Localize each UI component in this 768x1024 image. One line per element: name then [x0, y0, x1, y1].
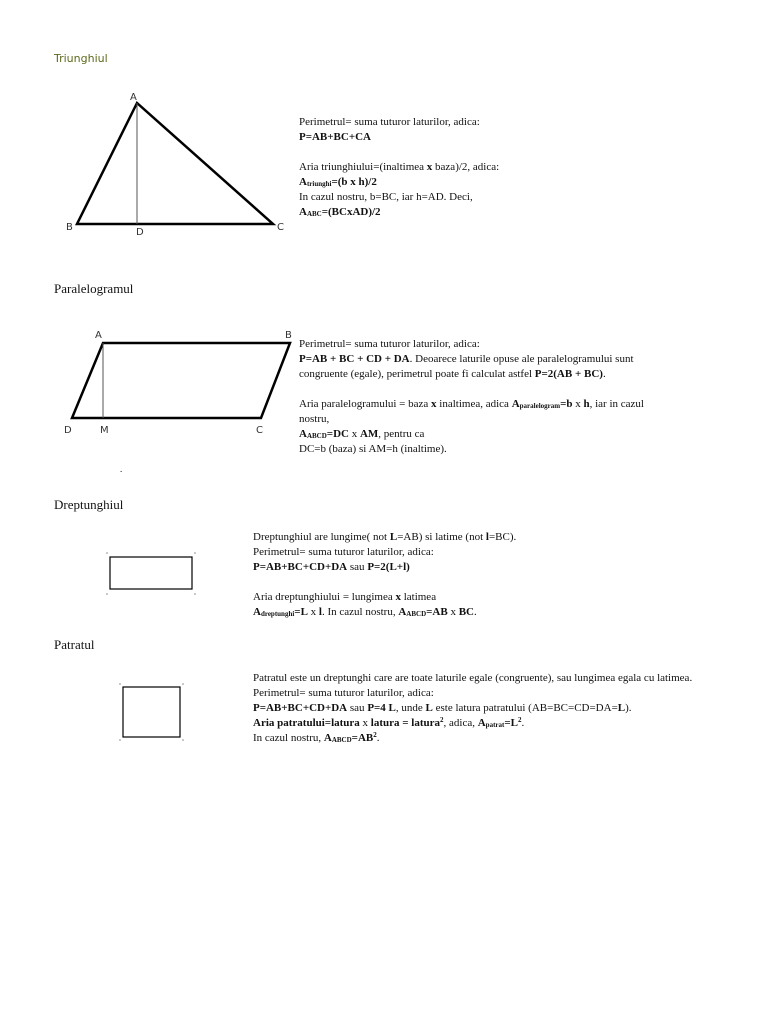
triangle-area-formula: $A_{triunghi}=(b$ x h)/2: [299, 176, 377, 188]
triangle-area-definition: Aria triunghiului=(inaltimea: [299, 161, 427, 173]
rectangle-shape: [110, 557, 192, 589]
triangle-perimeter-formula: P=AB+BC+CA: [299, 131, 371, 143]
rectangle-perimeter-formula: P=AB+BC+CD+DA sau P=2(L+l): [253, 561, 410, 573]
parallelogram-area-definition: Aria paralelogramului = baza: [299, 398, 432, 410]
parallelogram-label-c: C: [256, 425, 263, 436]
triangle-label-a: A: [130, 92, 137, 103]
triangle-figure: [60, 85, 300, 245]
square-perimeter-formula: P=AB+BC+CD+DA sau P=4 L, unde L este latura patratului (AB=BC=CD=DA=L).: [253, 702, 632, 714]
square-heading: Patratul: [54, 637, 95, 652]
triangle-label-b: B: [66, 222, 73, 233]
rectangle-perimeter-definition: Perimetrul= suma tuturor laturilor, adica:: [253, 546, 434, 558]
parallelogram-perimeter-short: P=2(AB + BC): [534, 368, 603, 380]
parallelogram-label-m: M: [100, 425, 109, 436]
parallelogram-label-d: D: [64, 425, 72, 436]
square-figure: [117, 680, 187, 744]
parallelogram-text: Perimetrul= suma tuturor laturilor, adica: P=AB + BC + CD + DA. Deoarece laturile opuse ale paralelogramului sunt congruente (egale), perimetrul poate fi calculat astfel P=2(AB + BC). Aria paralelogramului = baza x inaltimea, adica $A_{paralelogram}=b$ x h, iar in cazul nostru, $A_{ABCD}=DC$ x AM, pentru ca DC=b (baza) si AM=h (inaltime).: [299, 338, 644, 455]
square-area-formula: Aria patratului=latura x latura = latura$^2$, adica, $A_{patrat}=L^2$.: [253, 716, 525, 729]
parallelogram-label-b: B: [285, 330, 292, 341]
rectangle-heading: Dreptunghiul: [54, 497, 124, 512]
parallelogram-area-abcd: $A_{ABCD}=DC$ x AM, pentru ca: [299, 428, 425, 440]
parallelogram-heading: Paralelogramul: [54, 281, 134, 296]
stray-dot: .: [120, 464, 123, 474]
square-shape: [123, 687, 180, 737]
parallelogram-perimeter-formula: P=AB + BC + CD + DA: [299, 353, 410, 365]
triangle-area-abc: $A_{ABC}=(BCxAD)/2$: [299, 206, 381, 218]
parallelogram-label-a: A: [95, 330, 102, 341]
triangle-perimeter-definition: Perimetrul= suma tuturor laturilor, adica:: [299, 116, 480, 128]
parallelogram-figure: [60, 325, 305, 440]
rectangle-dimensions-text: Dreptunghiul are lungime( not L=AB) si latime (not l=BC).: [253, 531, 517, 543]
parallelogram-shape: [72, 343, 290, 418]
rectangle-figure: [104, 549, 200, 599]
triangle-label-c: C: [277, 222, 284, 233]
parallelogram-perimeter-definition: Perimetrul= suma tuturor laturilor, adica:: [299, 338, 480, 350]
square-definition: Patratul este un dreptunghi care are toate laturile egale (congruente), sau lungimea egala cu latimea.: [253, 672, 693, 684]
triangle-shape: [77, 103, 273, 224]
square-perimeter-definition: Perimetrul= suma tuturor laturilor, adica:: [253, 687, 434, 699]
parallelogram-case-text: DC=b (baza) si AM=h (inaltime).: [299, 443, 447, 455]
rectangle-text: [253, 530, 516, 620]
square-text: [253, 671, 715, 746]
triangle-case-text: In cazul nostru, b=BC, iar h=AD. Deci,: [299, 191, 473, 203]
rectangle-area-definition: Aria dreptunghiului = lungimea x latimea: [253, 591, 437, 603]
rectangle-area-formula: $A_{dreptunghi}=L$ x l. In cazul nostru, $A_{ABCD}=AB$ x BC.: [253, 606, 477, 618]
triangle-heading: Triunghiul: [54, 52, 108, 65]
square-area-abcd: In cazul nostru, $A_{ABCD}=AB^2$.: [253, 731, 380, 744]
triangle-label-d: D: [136, 227, 144, 238]
triangle-text: Perimetrul= suma tuturor laturilor, adica: P=AB+BC+CA Aria triunghiului=(inaltimea x baza)/2, adica: $A_{triunghi}=(b$ x h)/2 In cazul nostru, b=BC, iar h=AD. Deci, $A_{ABC}=(BCxAD)/2$: [299, 116, 500, 218]
